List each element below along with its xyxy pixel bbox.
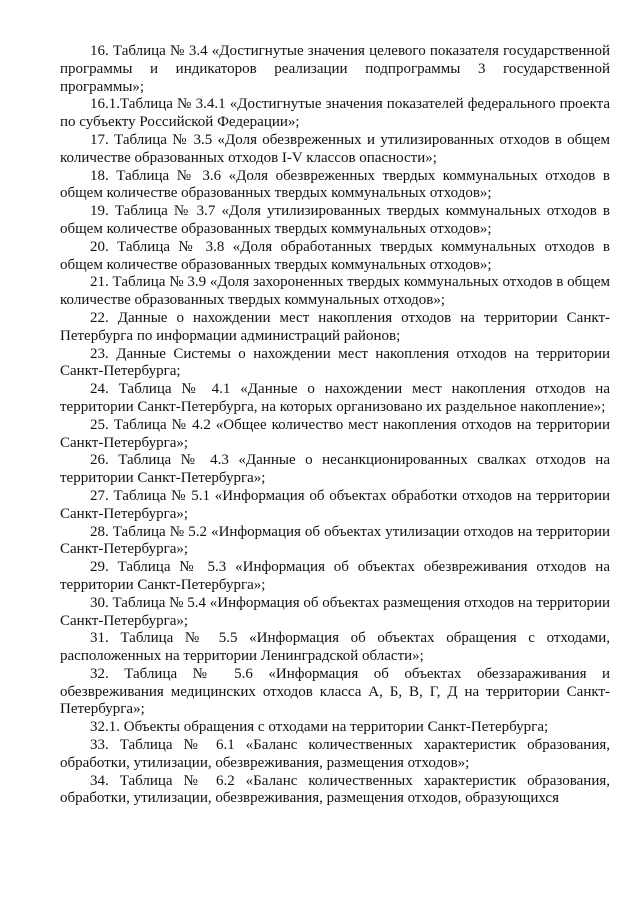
list-item-32: 32. Таблица № 5.6 «Информация об объектах обеззараживания и обезвреживания медицинских отходов класса А, Б, В, Г, Д на территории Санкт-Петербурга»;: [60, 665, 610, 718]
list-item-19: 19. Таблица № 3.7 «Доля утилизированных твердых коммунальных отходов в общем количестве образованных твердых коммунальных отходов»;: [60, 203, 610, 237]
list-item-30: 30. Таблица № 5.4 «Информация об объектах размещения отходов на территории Санкт-Петербурга»;: [60, 594, 610, 629]
document-page: [60, 43, 610, 808]
list-item-34: 34. Таблица № 6.2 «Баланс количественных характеристик образования, обработки, утилизации, обезвреживания, размещения отходов, образующихся: [60, 772, 610, 807]
list-item-20: 20. Таблица № 3.8 «Доля обработанных твердых коммунальных отходов в общем количестве образованных твердых коммунальных отходов»;: [60, 238, 610, 273]
list-item-21: 21. Таблица № 3.9 «Доля захороненных твердых коммунальных отходов в общем количестве образованных твердых коммунальных отходов»;: [60, 274, 610, 309]
list-item-33: 33. Таблица № 6.1 «Баланс количественных характеристик образования, обработки, утилизации, обезвреживания, размещения отходов»;: [60, 737, 610, 771]
list-item-31: 31. Таблица № 5.5 «Информация об объектах обращения с отходами, расположенных на территории Ленинградской области»;: [60, 630, 610, 665]
list-item-17: 17. Таблица № 3.5 «Доля обезвреженных и утилизированных отходов в общем количестве образованных отходов I-V классов опасности»;: [60, 131, 610, 166]
list-item-22: 22. Данные о нахождении мест накопления отходов на территории Санкт-Петербурга по информации администраций районов;: [60, 309, 610, 344]
list-item-29: 29. Таблица № 5.3 «Информация об объектах обезвреживания отходов на территории Санкт-Петербурга»;: [60, 559, 610, 593]
list-item-18: 18. Таблица № 3.6 «Доля обезвреженных твердых коммунальных отходов в общем количестве образованных твердых коммунальных отходов»;: [60, 167, 610, 202]
list-item-27: 27. Таблица № 5.1 «Информация об объектах обработки отходов на территории Санкт-Петербурга»;: [60, 487, 610, 522]
list-item-16-1: 16.1.Таблица № 3.4.1 «Достигнутые значения показателей федерального проекта по субъекту Российской Федерации»;: [60, 96, 610, 131]
list-item-32-1: 32.1. Объекты обращения с отходами на территории Санкт-Петербурга;: [90, 719, 549, 736]
list-item-24: 24. Таблица № 4.1 «Данные о нахождении мест накопления отходов на территории Санкт-Петербурга, на которых организовано их раздельное накопление»;: [60, 381, 610, 415]
list-item-28: 28. Таблица № 5.2 «Информация об объектах утилизации отходов на территории Санкт-Петербурга»;: [60, 523, 610, 558]
list-item-16: 16. Таблица № 3.4 «Достигнутые значения целевого показателя государственной программы и индикаторов реализации подпрограммы 3 государственной программы»;: [60, 43, 610, 95]
list-item-23: 23. Данные Системы о нахождении мест накопления отходов на территории Санкт-Петербурга;: [60, 345, 610, 380]
list-item-25: 25. Таблица № 4.2 «Общее количество мест накопления отходов на территории Санкт-Петербурга»;: [60, 416, 610, 451]
list-item-26: 26. Таблица № 4.3 «Данные о несанкционированных свалках отходов на территории Санкт-Петербурга»;: [60, 452, 610, 487]
